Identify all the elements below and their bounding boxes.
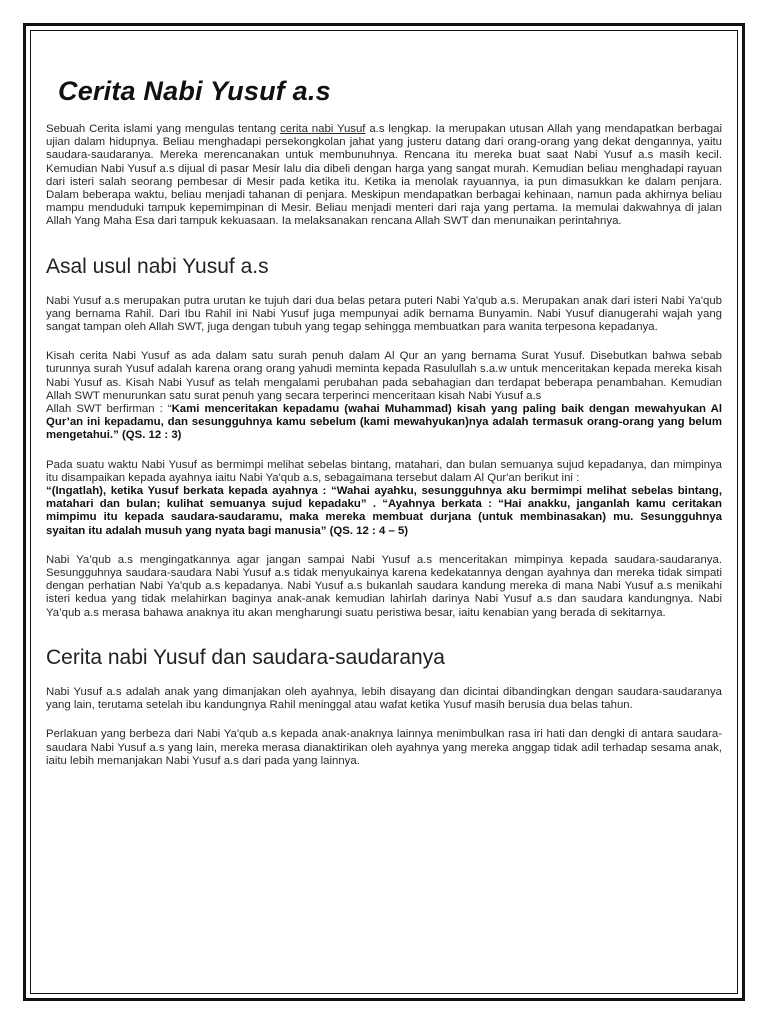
section-heading-saudara: Cerita nabi Yusuf dan saudara-saudaranya [46, 645, 445, 669]
document-title: Cerita Nabi Yusuf a.s [58, 76, 331, 106]
mimpi-paragraph-lead: Pada suatu waktu Nabi Yusuf as bermimpi melihat sebelas bintang, matahari, dan bulan semuanya sujud kepadanya, dan mimpinya itu disampaikan kepada ayahnya iaitu Nabi Ya'qub a.s, sebagaimana tersebut dalam Al Qur'an berikut ini : [46, 458, 722, 484]
cerita-nabi-yusuf-link[interactable]: cerita nabi Yusuf [280, 123, 366, 135]
asal-usul-paragraph-2-text: Kisah cerita Nabi Yusuf as ada dalam satu surah penuh dalam Al Qur an yang bernama Surat Yusuf. Disebutkan bahwa sebab turunnya surah Yusuf adalah karena orang orang yahudi meminta kepada Rasulullah s.a.w untuk menceritakan kepada mereka kisah Nabi Yusuf as. Kisah Nabi Yusuf as telah mengalami perubahan pada sebahagian dan terdapat beberapa penambahan. Kemudian Allah SWT menurunkan satu surat penuh yang secara terperinci menceritaan kisah Nabi Yusuf a.s [46, 350, 722, 402]
quote-lead-qs12-3: Allah SWT berfirman : “ [46, 403, 172, 416]
section-heading-asal-usul: Asal usul nabi Yusuf a.s [46, 254, 269, 278]
asal-usul-paragraph-1: Nabi Yusuf a.s merupakan putra urutan ke tujuh dari dua belas petara puteri Nabi Ya'qub a.s. Merupakan anak dari isteri Nabi Ya'qub yang bernama Rahil. Dari Ibu Rahil ini Nabi Yusuf juga mempunyai adik bernama Bunyamin. Nabi Yusuf dianugerahi wajah yang sangat tampan oleh Allah SWT, juga dengan tubuh yang tegap sehingga membuatkan para wanita terpesona kepadanya. [46, 294, 722, 334]
intro-paragraph [46, 123, 722, 229]
asal-usul-paragraph-2 [46, 350, 722, 442]
quote-qs12-4-5: “(Ingatlah), ketika Yusuf berkata kepada ayahnya : “Wahai ayahku, sesungguhnya aku bermimpi melihat sebelas bintang, matahari dan bulan; kulihat semuanya sujud kepadaku” . “Ayahnya berkata : “Hai anakku, janganlah kamu ceritakan mimpimu itu kepada saudara-saudaramu, maka mereka membuat durjana (untuk membinasakan) mu. Sesungguhnya syaitan itu adalah musuh yang nyata bagi manusia” (QS. 12 : 4 – 5) [46, 485, 722, 537]
saudara-paragraph-2: Perlakuan yang berbeza dari Nabi Ya'qub a.s kepada anak-anaknya lainnya menimbulkan rasa iri hati dan dengki di antara saudara-saudara Nabi Yusuf a.s yang lain, mereka merasa dianaktirikan oleh ayahnya yang mereka anggap tidak adil terhadap sesama anak, iaitu lebih memanjakan Nabi Yusuf a.s dari pada yang lainnya. [46, 728, 722, 767]
mimpi-paragraph [46, 459, 722, 538]
intro-text-start: Sebuah Cerita islami yang mengulas tentang [46, 123, 281, 135]
document-body [46, 76, 722, 784]
peringatan-paragraph: Nabi Ya’qub a.s mengingatkannya agar jangan sampai Nabi Yusuf a.s menceritakan mimpinya kepada saudara-saudaranya. Sesungguhnya saudara-saudara Nabi Yusuf a.s tidak menyukainya karena kedekatannya dengan ayahnya dan mereka tidak simpati dengan perhatian Nabi Ya'qub a.s kepadanya. Nabi Yusuf a.s bukanlah saudara kandung mereka di mana Nabi Yusuf a.s menikahi isteri kedua yang tidak melahirkan baginya anak-anak kemudian lahirlah darinya Nabi Yusuf a.s dan saudara kandungnya. Nabi Ya’qub a.s merasa bahawa anaknya itu akan mengharungi suatu peristiwa besar, iaitu kenabian yang berada di sekitarnya. [46, 553, 722, 619]
quote-qs12-3: Kami menceritakan kepadamu (wahai Muhammad) kisah yang paling baik dengan mewahyukan Al Qur’an ini kepadamu, dan sesungguhnya kamu sebelum (kami mewahyukan)nya adalah termasuk orang-orang yang belum mengetahui.” (QS. 12 : 3) [46, 403, 722, 442]
saudara-paragraph-1: Nabi Yusuf a.s adalah anak yang dimanjakan oleh ayahnya, lebih disayang dan dicintai dibandingkan dengan saudara-saudaranya yang lain, terutama setelah ibu kandungnya Rahil meninggal atau wafat ketika Yusuf masih berusia dua belas tahun. [46, 685, 722, 712]
intro-text-rest: a.s lengkap. Ia merupakan utusan Allah yang mendapatkan berbagai ujian dalam hidupnya. Beliau menghadapi persekongkolan jahat yang justeru datang dari orang-orang yang dekat dengannya, yaitu saudara-saudaranya. Mereka merencanakan untuk membunuhnya. Rencana itu mereka buat saat Nabi Yusuf a.s masih kecil. Kemudian Nabi Yusuf a.s dijual di pasar Mesir lalu dia dibeli dengan harga yang sangat murah. Kemudian beliau menghadapi rayuan dari isteri salah seorang pembesar di Mesir pada ketika itu. Ketika ia menolak rayuannya, ia pun dimasukkan ke dalam penjara. Dalam beberapa waktu, beliau menjadi tahanan di penjara. Meskipun mendapatkan berbagai kehinaan, namun pada akhirnya beliau mampu menduduki tampuk kepemimpinan di Mesir. Beliau menjadi menteri dari raja yang pertama. Ia memulai dakwahnya di jalan Allah Yang Maha Esa dari tampuk kekuasaan. Ia melaksanakan rencana Allah SWT dan menunaikan perintahnya. [46, 123, 722, 228]
